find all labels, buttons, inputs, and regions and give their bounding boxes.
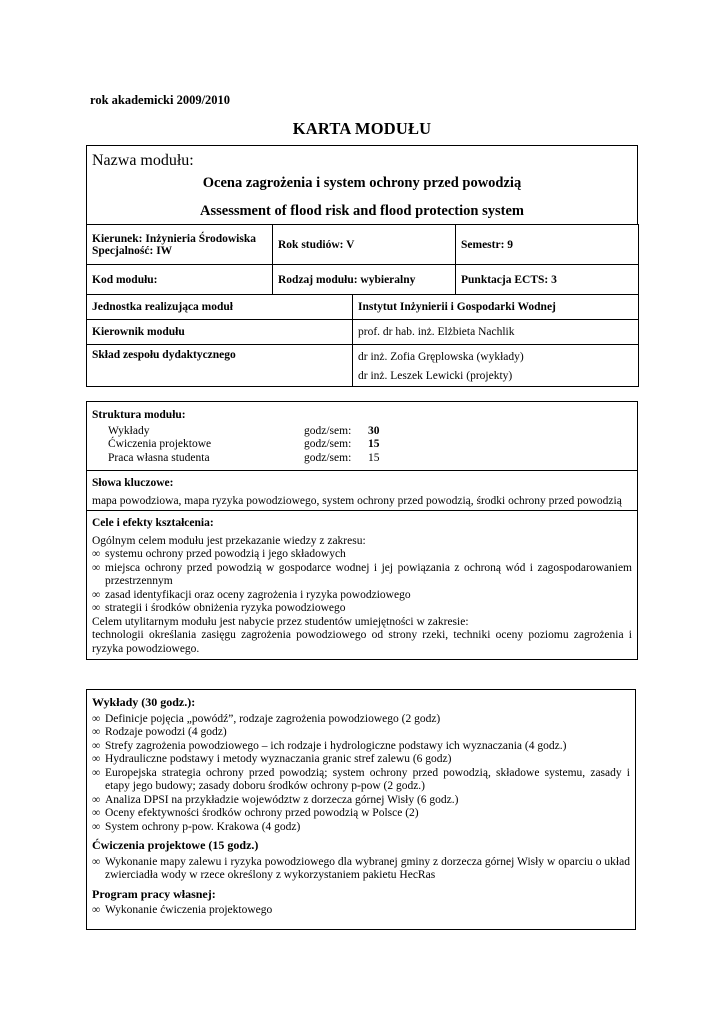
lecture-item: ∞ Rodzaje powodzi (4 godz) (92, 726, 227, 738)
lecture-item: ∞ Europejska strategia ochrony przed powodzią; system ochrony przed powodzią, składowe systemu, zasady i etapy jego budowy; zasady doboru środków ochrony p-pow (2 godz.) (92, 766, 630, 792)
module-name-box (86, 145, 638, 225)
infinity-bullet-icon: ∞ (92, 753, 101, 765)
structure-row-name: Ćwiczenia projektowe (108, 438, 212, 450)
goal-item: ∞ miejsca ochrony przed powodzią w gospodarce wodnej i jej powiązania z ochroną wód i zagospodarowaniem przestrzennym (92, 561, 632, 587)
keywords-section (87, 471, 637, 511)
infinity-bullet-icon: ∞ (92, 602, 101, 614)
structure-row-name: Praca własna studenta (108, 451, 210, 464)
field-rok-studiow: Rok studiów: V (273, 225, 456, 265)
goals-util-text: technologii określania zasięgu zagrożenia powodziowego od strony rzeki, techniki oceny poziomu zagrożenia i ryzyka powodziowego. (92, 629, 632, 655)
infinity-bullet-icon: ∞ (92, 766, 101, 779)
structure-row (92, 425, 632, 439)
field-cell-kierunek (87, 225, 273, 265)
structure-row-value: 15 (368, 451, 380, 464)
goals-util-intro: Celem utylitarnym modułu jest nabycie przez studentów umiejętności w zakresie: (92, 615, 469, 628)
infinity-bullet-icon: ∞ (92, 820, 101, 833)
module-title-pl: Ocena zagrożenia i system ochrony przed powodzią (202, 175, 522, 191)
field-jednostka-label: Jednostka realizująca moduł (87, 295, 353, 320)
infinity-bullet-icon: ∞ (92, 739, 101, 752)
keywords-text: mapa powodziowa, mapa ryzyka powodziowego, system ochrony przed powodzią, środki ochrony przed powodzią (92, 494, 622, 507)
structure-row-unit: godz/sem: (304, 424, 352, 437)
lecture-item: ∞ Oceny efektywności środków ochrony przed powodzią w Polsce (2) (92, 807, 419, 819)
academic-year: rok akademicki 2009/2010 (90, 93, 231, 107)
field-semestr: Semestr: 9 (456, 225, 639, 265)
document-title: KARTA MODUŁU (292, 119, 432, 138)
goal-item: ∞ strategii i środków obniżenia ryzyka powodziowego (92, 602, 346, 614)
field-kod-modulu: Kod modułu: (87, 265, 273, 295)
module-title-en: Assessment of flood risk and flood protection system (200, 203, 524, 219)
infinity-bullet-icon: ∞ (92, 807, 101, 819)
structure-row-unit: godz/sem: (304, 451, 352, 464)
lectures-heading: Wykłady (30 godz.): (92, 695, 196, 709)
structure-heading: Struktura modułu: (92, 409, 186, 421)
infinity-bullet-icon: ∞ (92, 548, 101, 560)
module-details-box (86, 401, 638, 660)
lecture-item: ∞ Analiza DPSI na przykładzie województw z dorzecza górnej Wisły (6 godz.) (92, 793, 459, 806)
goal-item: ∞ zasad identyfikacji oraz oceny zagrożenia i ryzyka powodziowego (92, 588, 411, 601)
exercises-heading: Ćwiczenia projektowe (15 godz.) (92, 838, 259, 852)
infinity-bullet-icon: ∞ (92, 726, 101, 738)
structure-row-value: 30 (368, 424, 380, 437)
infinity-bullet-icon: ∞ (92, 904, 101, 916)
structure-row (92, 452, 632, 466)
field-kierownik-label: Kierownik modułu (87, 320, 353, 345)
structure-row-value: 15 (368, 438, 380, 450)
staff-member: dr inż. Leszek Lewicki (projekty) (358, 370, 513, 382)
field-kierunek: Kierunek: Inżynieria Środowiska (92, 232, 256, 245)
module-staff-table (86, 294, 639, 387)
goals-heading: Cele i efekty kształcenia: (92, 517, 214, 529)
goals-intro: Ogólnym celem modułu jest przekazanie wiedzy z zakresu: (92, 534, 366, 547)
lecture-item: ∞ System ochrony p-pow. Krakowa (4 godz) (92, 820, 301, 833)
structure-section (87, 402, 637, 471)
infinity-bullet-icon: ∞ (92, 588, 101, 601)
field-punktacja-ects: Punktacja ECTS: 3 (456, 265, 639, 295)
structure-row-name: Wykłady (108, 424, 150, 437)
goals-section (87, 511, 637, 659)
field-kierownik-value: prof. dr hab. inż. Elżbieta Nachlik (353, 320, 639, 345)
field-jednostka-value: Instytut Inżynierii i Gospodarki Wodnej (353, 295, 639, 320)
module-name-label: Nazwa modułu: (92, 152, 194, 169)
lecture-item: ∞ Definicje pojęcia „powódź”, rodzaje zagrożenia powodziowego (2 godz) (92, 712, 441, 725)
lecture-item: ∞ Strefy zagrożenia powodziowego – ich rodzaje i hydrologiczne podstawy ich wyznaczania (4 godz.) (92, 739, 567, 752)
program-box (86, 689, 636, 930)
exercise-item: ∞ Wykonanie mapy zalewu i ryzyka powodziowego dla wybranej gminy z dorzecza górnej Wisły w oparciu o układ zwierciadła wody w rzece określony z wykorzystaniem pakietu HecRas (92, 855, 630, 881)
field-sklad-values (353, 345, 639, 387)
keywords-heading: Słowa kluczowe: (92, 477, 174, 489)
self-work-heading: Program pracy własnej: (92, 886, 216, 901)
field-sklad-label: Skład zespołu dydaktycznego (87, 345, 353, 387)
staff-member: dr inż. Zofia Gręplowska (wykłady) (358, 351, 524, 363)
lecture-item: ∞ Hydrauliczne podstawy i metody wyznaczania granic stref zalewu (6 godz) (92, 753, 452, 765)
field-specjalnosc: Specjalność: IW (92, 244, 173, 257)
infinity-bullet-icon: ∞ (92, 855, 101, 868)
goal-item: ∞ systemu ochrony przed powodzią i jego składowych (92, 548, 346, 560)
self-work-item: ∞ Wykonanie ćwiczenia projektowego (92, 904, 273, 916)
structure-row (92, 438, 632, 452)
infinity-bullet-icon: ∞ (92, 793, 101, 806)
infinity-bullet-icon: ∞ (92, 712, 101, 725)
field-rodzaj-modulu: Rodzaj modułu: wybieralny (273, 265, 456, 295)
module-info-table (86, 224, 639, 295)
structure-row-unit: godz/sem: (304, 438, 352, 450)
infinity-bullet-icon: ∞ (92, 561, 101, 574)
